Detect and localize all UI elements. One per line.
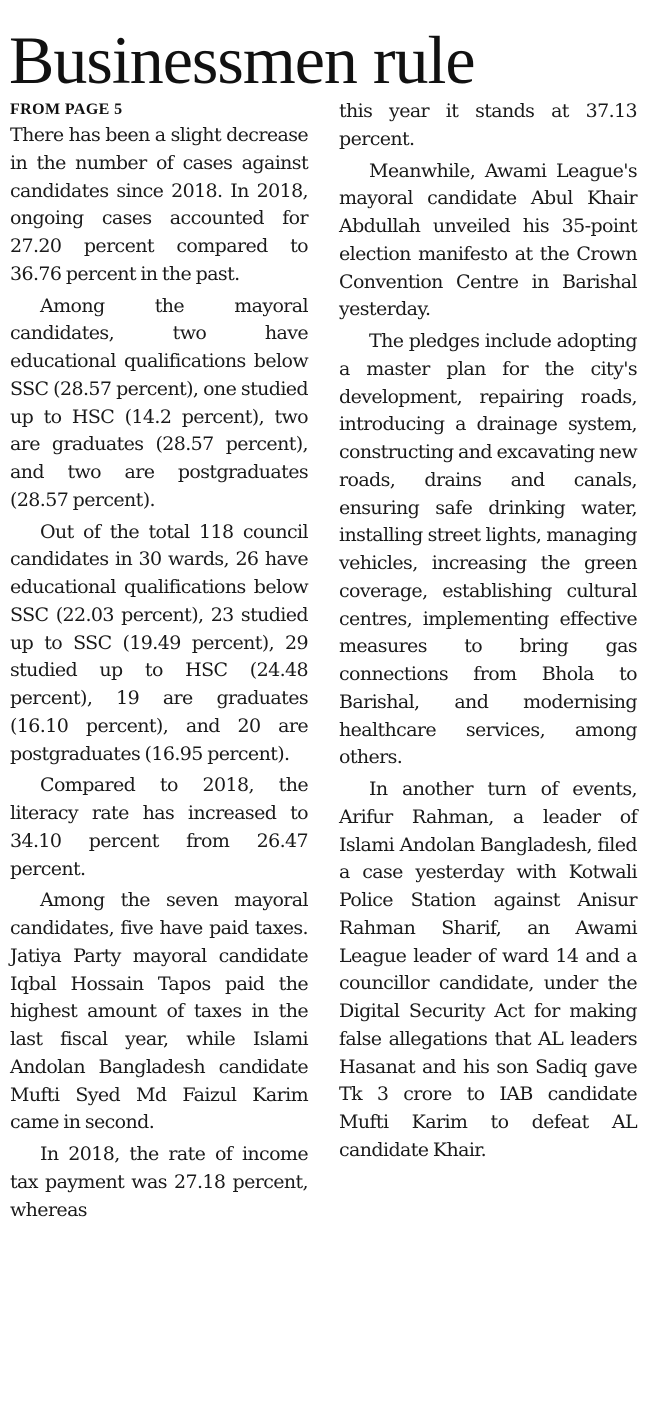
headline: Businessmen rule [9,22,475,98]
paragraph-taxes: Among the seven mayoral candidates, five have paid taxes. Jatiya Party mayoral candidate Iqbal Hossain Tapos paid the highest amount of taxes in the last fiscal year, while Islami Andolan Bangladesh candidate Mufti Syed Md Faizul Karim came in second. [10,889,308,1134]
paragraph-literacy: Compared to 2018, the literacy rate has increased to 34.10 percent from 26.47 percent. [10,774,308,880]
paragraph-cases: There has been a slight decrease in the number of cases against candidates since 2018. In 2018, ongoing cases accounted for 27.20 percent compared to 36.76 percent in the past. [10,124,308,285]
paragraph-pledges: The pledges include adopting a master plan for the city's development, repairing roads, introducing a drainage system, constructing and excavating new roads, drains and canals, ensuring safe drinking water, installing street lights, managing vehicles, increasing the green coverage, establishing cultural centres, implementing effective measures to bring gas connections from Bhola to Barishal, and modernising healthcare services, among others. [339,330,637,769]
right-column [339,98,637,1165]
kicker: FROM PAGE 5 [10,101,123,118]
paragraph-income-tax: In 2018, the rate of income tax payment was 27.18 percent, whereas [10,1143,308,1221]
paragraph-case-filed: In another turn of events, Arifur Rahman, a leader of Islami Andolan Bangladesh, filed a case yesterday with Kotwali Police Station against Anisur Rahman Sharif, an Awami League leader of ward 14 and a councillor candidate, under the Digital Security Act for making false allegations that AL leaders Hasanat and his son Sadiq gave Tk 3 crore to IAB candidate Mufti Karim to defeat AL candidate Khair. [339,778,637,1161]
paragraph-manifesto: Meanwhile, Awami League's mayoral candidate Abul Khair Abdullah unveiled his 35-point election manifesto at the Crown Convention Centre in Barishal yesterday. [339,159,637,321]
left-column [10,98,308,1224]
paragraph-council-education: Out of the total 118 council candidates in 30 wards, 26 have educational qualifications below SSC (22.03 percent), 23 studied up to SSC (19.49 percent), 29 studied up to HSC (24.48 percent), 19 are graduates (16.10 percent), and 20 are postgraduates (16.95 percent). [10,520,308,765]
paragraph-mayoral-education: Among the mayoral candidates, two have educational qualifications below SSC (28.57 percent), one studied up to HSC (14.2 percent), two are graduates (28.57 percent), and two are postgraduates (28.57 percent). [10,294,308,511]
paragraph-income-tax-continued: this year it stands at 37.13 percent. [339,100,637,150]
